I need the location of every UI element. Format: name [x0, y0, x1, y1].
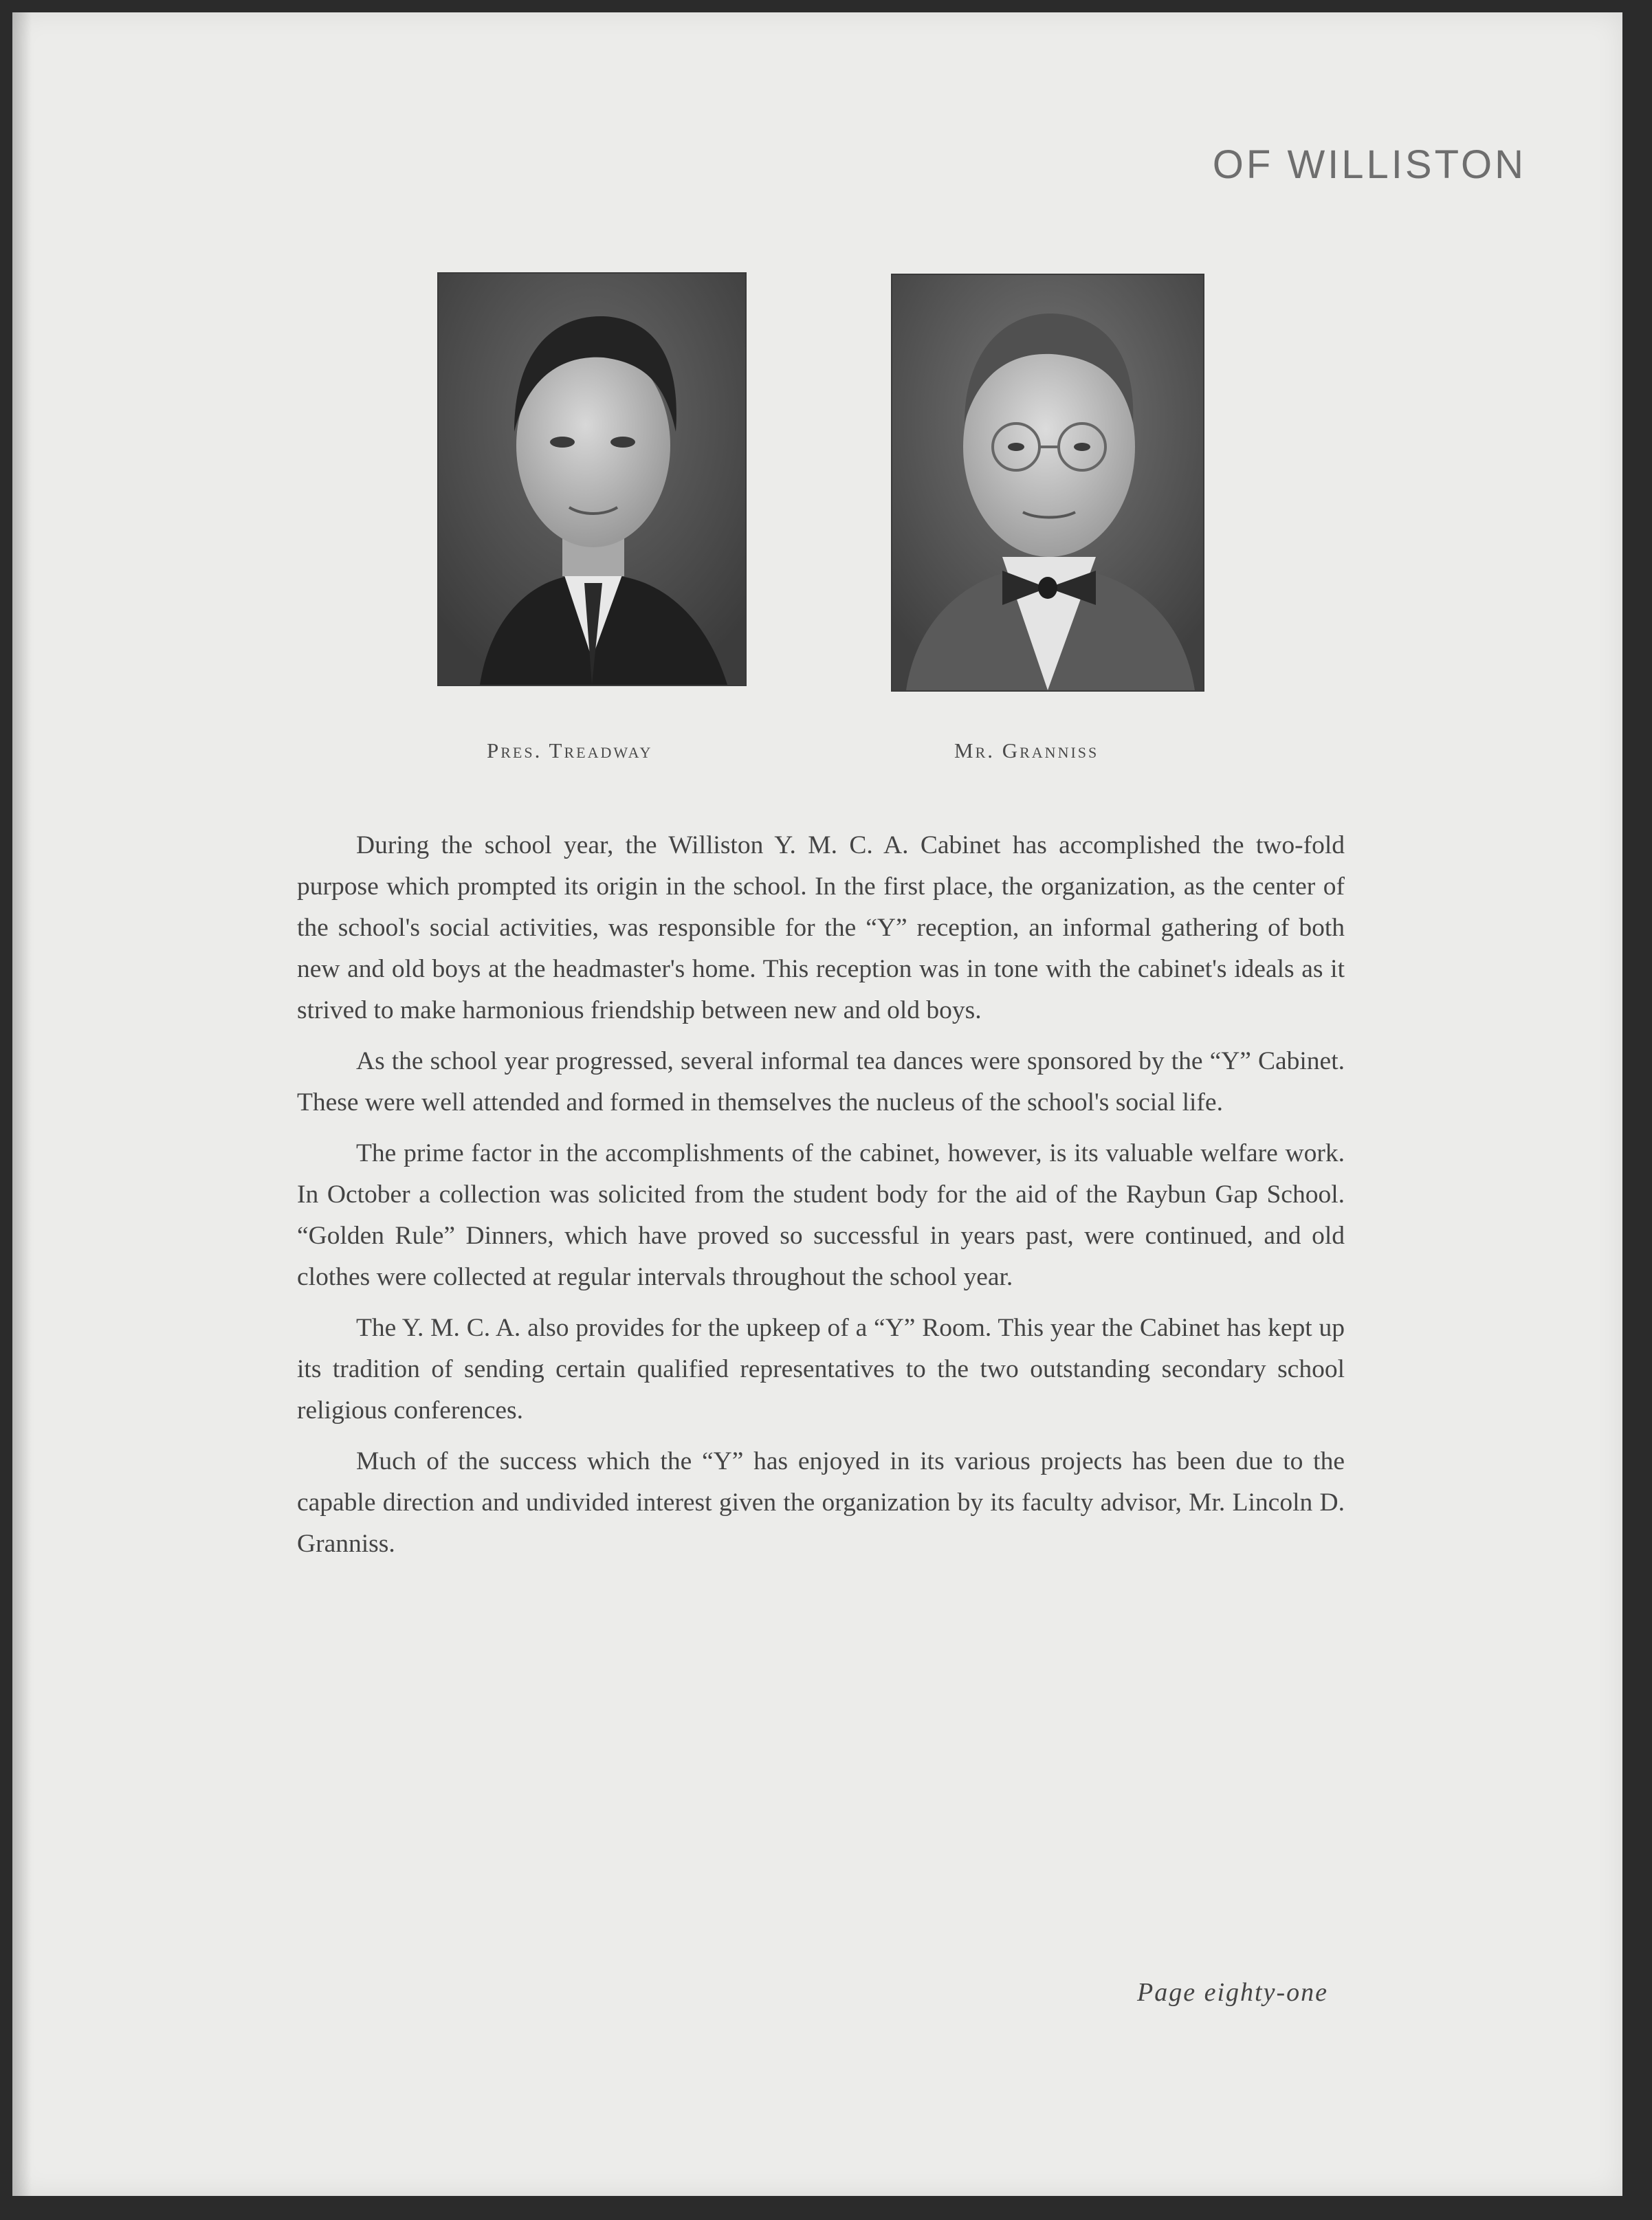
paragraph-1: During the school year, the Williston Y. M. C. A. Cabinet has accomplished the two-fold purpose which prompted its origin in the school. In the first place, the organization, as the center of the school's social activities, was responsible for the “Y” reception, an informal gathering of both new and old boys at the headmaster's home. This reception was in tone with the cabinet's ideals as it strived to make harmonious friendship between new and old boys. — [297, 831, 1345, 1024]
paragraph-4: The Y. M. C. A. also provides for the upkeep of a “Y” Room. This year the Cabinet has kept up its tradition of sending certain qualified representatives to the two outstanding secondary school religious conferences. — [297, 1314, 1345, 1425]
page-number: Page eighty-one — [1137, 1978, 1328, 2007]
paragraph-2: As the school year progressed, several informal tea dances were sponsored by the “Y” Cabinet. These were well attended and formed in themselves the nucleus of the school's social life. — [297, 1047, 1345, 1117]
paragraph-3: The prime factor in the accomplishments of the cabinet, however, is its valuable welfare work. In October a collection was solicited from the student body for the aid of the Raybun Gap School. “Golden Rule” Dinners, which have proved so successful in years past, were continued, and old clothes were collected at regular intervals throughout the school year. — [297, 1139, 1345, 1291]
caption-pres-treadway: Pres. Treadway — [487, 738, 653, 762]
article-body — [297, 825, 1345, 1574]
yearbook-page — [12, 12, 1622, 2196]
paragraph-5: Much of the success which the “Y” has enjoyed in its various projects has been due to the capable direction and undivided interest given the organization by its faculty advisor, Mr. Lincoln D. Granniss. — [297, 1447, 1345, 1558]
caption-mr-granniss: Mr. Granniss — [954, 738, 1099, 762]
portrait-treadway-image — [439, 274, 745, 685]
portrait-photo-granniss — [891, 274, 1204, 692]
portrait-granniss-image — [892, 275, 1203, 690]
portrait-photo-treadway — [437, 272, 747, 686]
page-header-title: OF WILLISTON — [1212, 142, 1526, 187]
